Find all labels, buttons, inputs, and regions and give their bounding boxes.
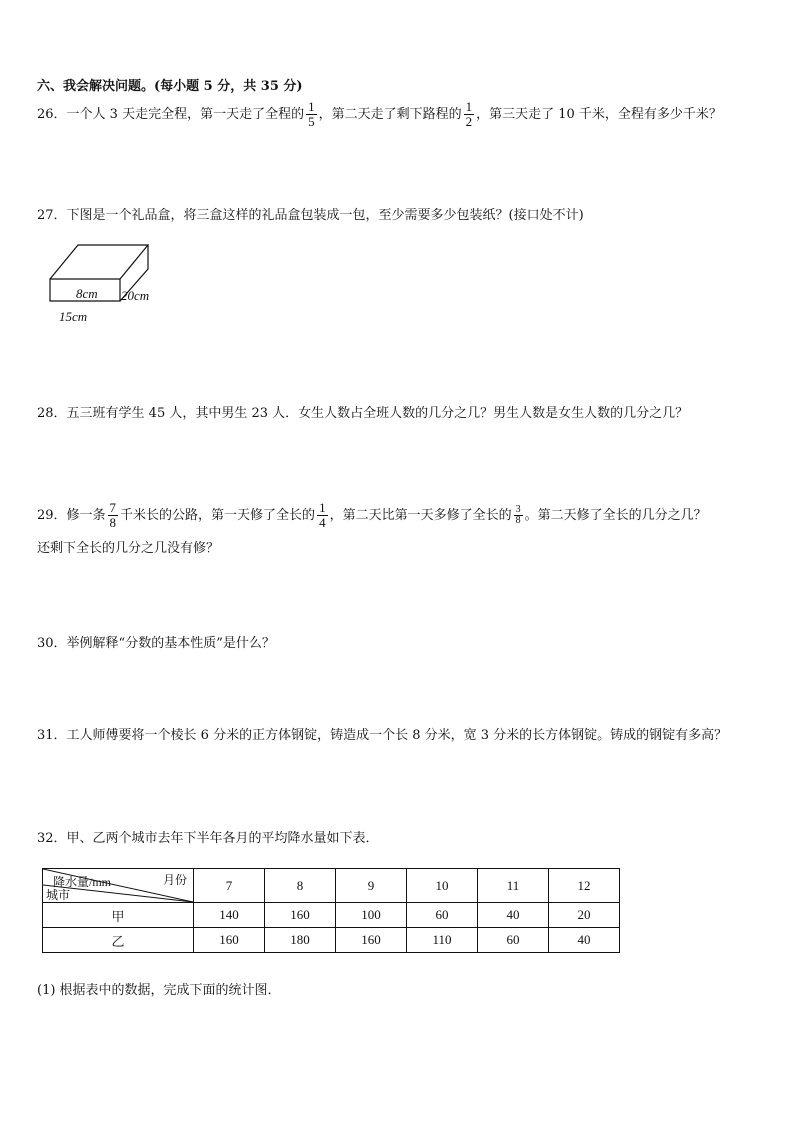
value-cell: 160 (194, 928, 265, 953)
question-29-line2: 还剩下全长的几分之几没有修？ (37, 541, 220, 556)
value-cell: 160 (336, 928, 407, 953)
question-31: 31．工人师傅要将一个棱长 6 分米的正方体钢锭，铸造成一个长 8 分米，宽 3 分米的长方体钢锭。铸成的钢锭有多高？ (37, 728, 728, 743)
rainfall-table (42, 868, 620, 953)
value-cell: 100 (336, 903, 407, 928)
width-label: 20cm (121, 288, 150, 303)
month-cell: 11 (478, 869, 549, 903)
q26-text-b: ，第二天走了剩下路程的 (318, 107, 462, 122)
value-cell: 20 (549, 903, 620, 928)
month-cell: 12 (549, 869, 620, 903)
q29-text-a: 29．修一条 (37, 508, 106, 523)
q26-text-a: 26．一个人 3 天走完全程，第一天走了全程的 (37, 107, 305, 122)
month-cell: 9 (336, 869, 407, 903)
question-32-sub1: (1) 根据表中的数据，完成下面的统计图． (37, 983, 281, 998)
value-cell: 60 (407, 903, 478, 928)
question-28: 28．五三班有学生 45 人，其中男生 23 人．女生人数占全班人数的几分之几？男生人数是女生人数的几分之几？ (37, 406, 689, 421)
q26-fraction-2: $\frac{1}{2}$ (465, 99, 473, 129)
q29-fraction-3: $\frac{3}{8}$ (515, 504, 521, 526)
table-corner-cell (43, 869, 194, 903)
table-row (43, 903, 620, 928)
gift-box-figure (48, 242, 168, 324)
q26-text-c: ，第三天走了 10 千米，全程有多少千米？ (476, 107, 722, 122)
value-cell: 40 (478, 903, 549, 928)
q29-text-b: 千米长的公路，第一天修了全长的 (120, 508, 316, 523)
q26-fraction-1: $\frac{1}{5}$ (308, 99, 315, 129)
q29-text-c: ，第二天比第一天多修了全长的 (329, 508, 512, 523)
length-label: 15cm (59, 309, 88, 324)
question-29 (37, 501, 707, 530)
section-heading: 六、我会解决问题。(每小题 5 分，共 35 分) (37, 79, 303, 94)
city-cell: 乙 (43, 928, 194, 953)
cuboid-drawing (48, 242, 168, 302)
value-cell: 40 (549, 928, 620, 953)
month-cell: 10 (407, 869, 478, 903)
q29-fraction-1: $\frac{7}{8}$ (109, 500, 117, 530)
table-header-row (43, 869, 620, 903)
question-26 (37, 100, 722, 129)
month-cell: 8 (265, 869, 336, 903)
question-32: 32．甲、乙两个城市去年下半年各月的平均降水量如下表． (37, 831, 379, 846)
table-row (43, 928, 620, 953)
city-cell: 甲 (43, 903, 194, 928)
question-30: 30．举例解释“分数的基本性质”是什么？ (37, 636, 275, 651)
month-cell: 7 (194, 869, 265, 903)
q29-text-d: 。第二天修了全长的几分之几？ (524, 508, 707, 523)
value-cell: 110 (407, 928, 478, 953)
question-27: 27．下图是一个礼品盒，将三盒这样的礼品盒包装成一包，至少需要多少包装纸？(接口处不计) (37, 208, 584, 223)
q29-fraction-2: $\frac{1}{4}$ (319, 500, 326, 530)
value-cell: 140 (194, 903, 265, 928)
rainfall-header-label: 降水量/mm (53, 875, 112, 889)
height-label: 8cm (76, 286, 98, 301)
value-cell: 180 (265, 928, 336, 953)
value-cell: 160 (265, 903, 336, 928)
month-header-label: 月份 (162, 873, 187, 887)
value-cell: 60 (478, 928, 549, 953)
city-header-label: 城市 (46, 888, 71, 902)
